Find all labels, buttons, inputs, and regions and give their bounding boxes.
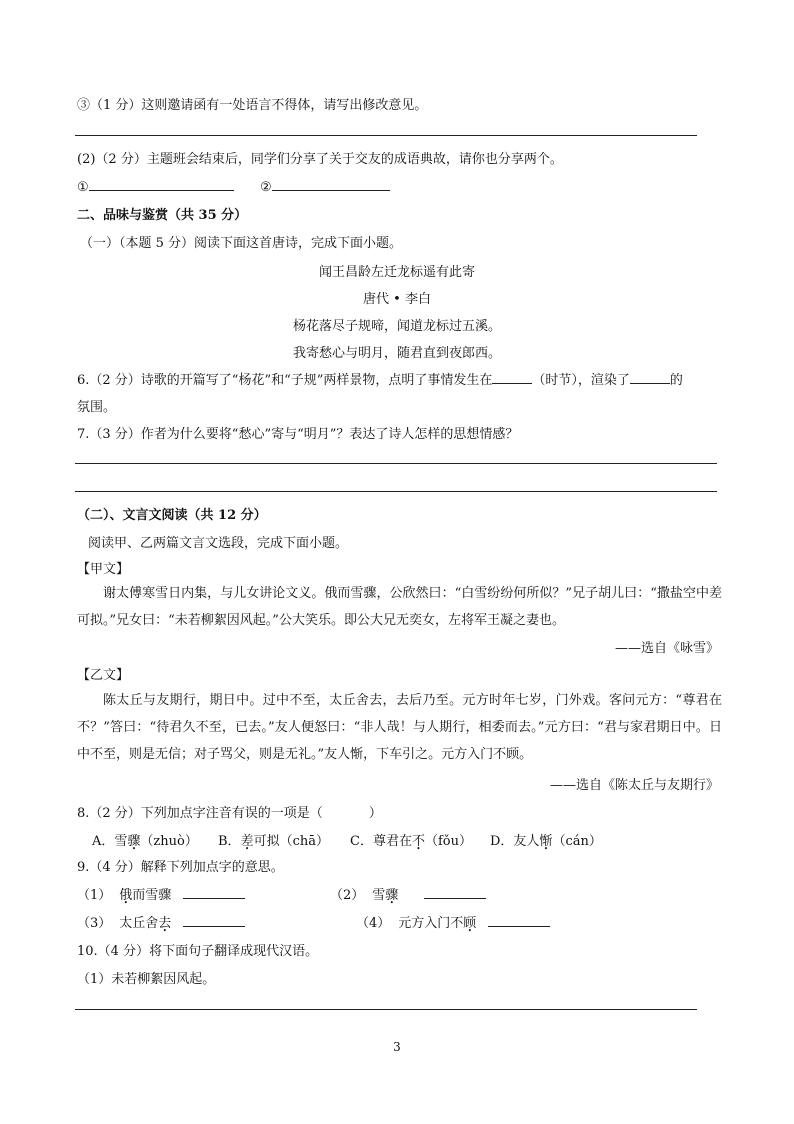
- answer-blank[interactable]: [630, 371, 670, 384]
- poem-author: 唐代 • 李白: [363, 292, 431, 307]
- dotted-character: 差: [240, 834, 254, 849]
- answer-line[interactable]: [75, 135, 697, 136]
- option-marker: ①: [77, 180, 89, 195]
- poem-line: 我寄愁心与明月，随君直到夜郎西。: [292, 346, 501, 361]
- passage-b-source: ——选自《陈太丘与友期行》: [549, 778, 719, 793]
- question-text: 6.（2 分）诗歌的开篇写了“杨花”和“子规”两样景物，点明了事情发生在: [77, 373, 493, 388]
- answer-blank[interactable]: [89, 176, 234, 191]
- page-number: 3: [393, 1040, 401, 1054]
- question-9-item-2: （2） 雪骤: [330, 884, 486, 903]
- answer-blank[interactable]: [488, 912, 550, 927]
- dotted-character: 骤: [127, 834, 141, 849]
- question-text: （时节），渲染了: [532, 373, 630, 388]
- dotted-character: 不: [411, 834, 425, 849]
- passage-b-text: 陈太丘与友期行，期日中。过中不至，太丘舍去，去后乃至。元方时年七岁，门外戏。客问元方：“尊君在不？”答曰：“待君久不至，已去。”友人便怒曰：“非人哉！与人期行，相委而去。”元方曰：“君与家君期日中。日中不至，则是无信；对子骂父，则是无礼。”友人惭，下车引之。元方入门不顾。: [77, 693, 722, 762]
- poem-title: 闻王昌龄左迁龙标遥有此寄: [318, 265, 475, 280]
- subsection-2-title: （二）、文言文阅读（共 12 分）: [77, 508, 267, 523]
- passage-a-source: ——选自《咏雪》: [614, 641, 719, 656]
- poem-line: 杨花落尽子规啼，闻道龙标过五溪。: [292, 319, 501, 334]
- question-3-3: ③（1 分）这则邀请函有一处语言不得体，请写出修改意见。: [77, 98, 428, 113]
- question-8-option-a[interactable]: A．雪骤（zhuò）: [92, 834, 198, 849]
- answer-line[interactable]: [75, 1009, 697, 1010]
- question-text: 8.（2 分）下列加点字注音有误的一项是（: [77, 806, 323, 821]
- question-6-continued: 氛围。: [77, 400, 117, 415]
- question-8-option-d[interactable]: D．友人惭（cán）: [490, 834, 602, 849]
- question-8-option-c[interactable]: C．尊君在不（fǒu）: [350, 834, 472, 849]
- question-10: 10.（4 分）将下面句子翻译成现代汉语。: [77, 944, 319, 959]
- dotted-character: 惭: [539, 834, 553, 849]
- answer-blank[interactable]: [492, 371, 532, 384]
- answer-blank[interactable]: [272, 176, 390, 191]
- option-marker: ②: [260, 180, 272, 195]
- answer-blank[interactable]: [424, 884, 486, 899]
- subsection-2-intro: 阅读甲、乙两篇文言文选段，完成下面小题。: [88, 536, 349, 551]
- question-text: ）: [368, 806, 382, 821]
- question-9: 9.（4 分）解释下列加点字的意思。: [77, 860, 284, 875]
- subsection-1-intro: （一）（本题 5 分）阅读下面这首唐诗，完成下面小题。: [80, 236, 403, 251]
- answer-line[interactable]: [75, 491, 717, 492]
- question-7: 7.（3 分）作者为什么要将“愁心”寄与“明月”？表达了诗人怎样的思想情感？: [77, 427, 519, 442]
- question-8: [77, 802, 382, 821]
- question-2-answer-1[interactable]: [77, 176, 234, 195]
- question-10-item-1: （1）未若柳絮因风起。: [77, 972, 216, 987]
- passage-a-label: 【甲文】: [77, 562, 130, 577]
- passage-a-text: 谢太傅寒雪日内集，与儿女讲论文义。俄而雪骤，公欣然曰：“白雪纷纷何所似？”兄子胡儿曰：“撒盐空中差可拟。”兄女曰：“未若柳絮因风起。”公大笑乐。即公大兄无奕女，左将军王凝之妻也。: [77, 586, 722, 628]
- answer-line[interactable]: [75, 463, 717, 464]
- answer-blank[interactable]: [183, 912, 245, 927]
- dotted-character: 去: [158, 916, 172, 931]
- passage-b-label: 【乙文】: [77, 668, 130, 683]
- question-2-answer-2[interactable]: [260, 176, 390, 195]
- question-9-item-3: （3） 太丘舍去: [77, 912, 245, 931]
- question-2: (2)（2 分）主题班会结束后，同学们分享了关于交友的成语典故，请你也分享两个。: [77, 152, 563, 167]
- question-9-item-1: （1） 俄而雪骤: [77, 884, 245, 903]
- question-8-option-b[interactable]: B．差可拟（chā）: [218, 834, 329, 849]
- question-text: 的: [669, 373, 683, 388]
- dotted-character: 顾: [463, 916, 477, 931]
- section-2-title: 二、品味与鉴赏（共 35 分）: [77, 208, 248, 223]
- question-9-item-4: （4） 元方入门不顾: [356, 912, 550, 931]
- answer-blank[interactable]: [183, 884, 245, 899]
- dotted-character: 骤: [385, 888, 399, 903]
- dotted-character: 俄: [119, 888, 133, 903]
- question-6: [77, 369, 683, 388]
